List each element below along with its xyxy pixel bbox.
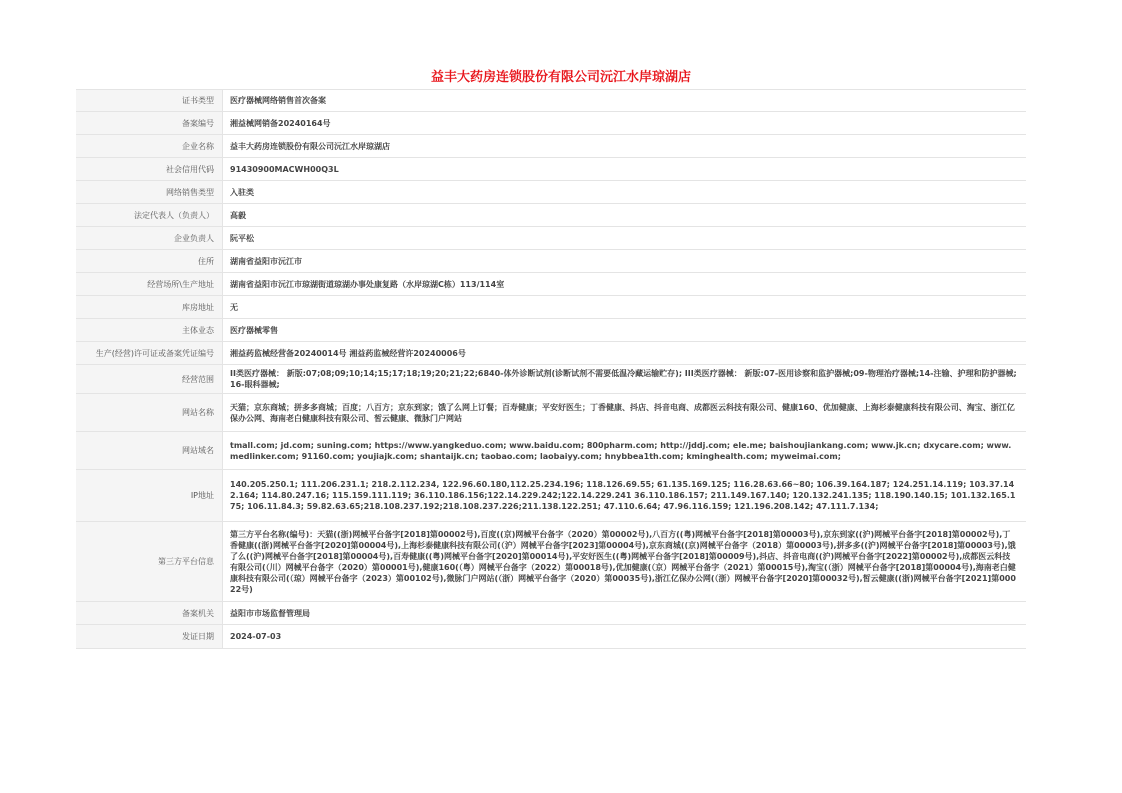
row-value: 益阳市市场监督管理局 xyxy=(223,602,1027,625)
row-value: 医疗器械零售 xyxy=(223,319,1027,342)
table-row xyxy=(76,227,1026,250)
table-row xyxy=(76,319,1026,342)
table-row xyxy=(76,602,1026,625)
table-row xyxy=(76,342,1026,365)
page-title: 益丰大药房连锁股份有限公司沅江水岸琼湖店 xyxy=(430,70,691,85)
row-label: 住所 xyxy=(76,250,223,273)
table-row xyxy=(76,470,1026,522)
row-label: 网站名称 xyxy=(76,394,223,432)
row-label: 第三方平台信息 xyxy=(76,522,223,602)
row-value: 阮平松 xyxy=(223,227,1027,250)
row-value: 湖南省益阳市沅江市 xyxy=(223,250,1027,273)
row-label: 企业名称 xyxy=(76,135,223,158)
row-label: 主体业态 xyxy=(76,319,223,342)
row-label: 生产(经营)许可证或备案凭证编号 xyxy=(76,342,223,365)
table-row xyxy=(76,625,1026,649)
table-row xyxy=(76,135,1026,158)
row-label: 发证日期 xyxy=(76,625,223,649)
table-row xyxy=(76,181,1026,204)
row-value: tmall.com; jd.com; suning.com; https://www.yangkeduo.com; www.baidu.com; 800pharm.com; http://jddj.com; ele.me; baishoujiankang.com; www.jk.cn; dxycare.com; www.medlinker.com; 91160.com; youjiajk.com; shantaijk.cn; taobao.com; laobaiyy.com; hnybbea1th.com; kminghealth.com; myweimai.com; xyxy=(223,432,1027,470)
table-row xyxy=(76,112,1026,135)
row-label: 备案编号 xyxy=(76,112,223,135)
table-row xyxy=(76,273,1026,296)
row-label: 经营范围 xyxy=(76,365,223,394)
table-row xyxy=(76,90,1026,112)
row-value: 湘益械网销备20240164号 xyxy=(223,112,1027,135)
row-value: 天猫；京东商城；拼多多商城；百度；八百方；京东到家；饿了么网上订餐；百寿健康；平安好医生；丁香健康、抖店、抖音电商、成都医云科技有限公司、健康160、优加健康、上海杉泰健康科技有限公司、淘宝、浙江亿保办公网、海南老白健康科技有限公司、皙云健康、微脉门户网站 xyxy=(223,394,1027,432)
table-row xyxy=(76,522,1026,602)
row-value: 医疗器械网络销售首次备案 xyxy=(223,90,1027,112)
row-label: 企业负责人 xyxy=(76,227,223,250)
row-value: 湖南省益阳市沅江市琼湖街道琼湖办事处康复路（水岸琼湖C栋）113/114室 xyxy=(223,273,1027,296)
table-row xyxy=(76,365,1026,394)
table-row xyxy=(76,296,1026,319)
table-row xyxy=(76,250,1026,273)
row-value: 益丰大药房连锁股份有限公司沅江水岸琼湖店 xyxy=(223,135,1027,158)
row-value: 湘益药监械经营备20240014号 湘益药监械经营许20240006号 xyxy=(223,342,1027,365)
row-label: 网站域名 xyxy=(76,432,223,470)
row-label: 网络销售类型 xyxy=(76,181,223,204)
row-label: 经营场所\生产地址 xyxy=(76,273,223,296)
row-label: 社会信用代码 xyxy=(76,158,223,181)
table-row xyxy=(76,394,1026,432)
row-value: 91430900MACWH00Q3L xyxy=(223,158,1027,181)
row-value: 2024-07-03 xyxy=(223,625,1027,649)
certificate-info-table xyxy=(76,89,1026,649)
row-value: 高毅 xyxy=(223,204,1027,227)
row-label: 备案机关 xyxy=(76,602,223,625)
row-label: 法定代表人（负责人） xyxy=(76,204,223,227)
row-label: 证书类型 xyxy=(76,90,223,112)
table-row xyxy=(76,204,1026,227)
row-value: II类医疗器械： 新版:07;08;09;10;14;15;17;18;19;20;21;22;6840-体外诊断试剂(诊断试剂不需要低温冷藏运输贮存); III类医疗器械： 新版:07-医用诊察和监护器械;09-物理治疗器械;14-注输、护理和防护器械;16-眼科器械; xyxy=(223,365,1027,394)
table-row xyxy=(76,432,1026,470)
table-row xyxy=(76,158,1026,181)
row-value: 无 xyxy=(223,296,1027,319)
row-label: 库房地址 xyxy=(76,296,223,319)
row-label: IP地址 xyxy=(76,470,223,522)
row-value: 第三方平台名称(编号)：天猫((浙)网械平台备字[2018]第00002号),百度((京)网械平台备字（2020）第00002号),八百方((粤)网械平台备字[2018]第00003号),京东到家((沪)网械平台备字[2018]第00002号),丁香健康((浙)网械平台备字[2020]第00004号),上海杉泰健康科技有限公司(（沪）网械平台备字[2023]第00004号),京东商城((京)网械平台备字（2018）第00003号),拼多多((沪)网械平台备字[2018]第00003号),饿了么((沪)网械平台备字[2018]第00004号),百寿健康((粤)网械平台备字[2020]第00014号),平安好医生((粤)网械平台备字[2018]第00009号),抖店、抖音电商((沪)网械平台备字[2022]第00002号),成都医云科技有限公司(（川）网械平台备字（2020）第00001号),健康160(（粤）网械平台备字（2022）第00018号),优加健康(（京）网械平台备字（2021）第00015号),淘宝(（浙）网械平台备字[2018]第00004号),海南老白健康科技有限公司(（琼）网械平台备字（2023）第00102号),微脉门户网站(（浙）网械平台备字（2020）第00035号),浙江亿保办公网(（浙）网械平台备字[2020]第00032号),皙云健康((浙)网械平台备字[2021]第00022号) xyxy=(223,522,1027,602)
row-value: 140.205.250.1; 111.206.231.1; 218.2.112.234, 122.96.60.180,112.25.234.196; 118.126.69.55; 61.135.169.125; 116.28.63.66~80; 106.39.164.187; 124.251.14.119; 103.37.142.164; 114.80.247.16; 115.159.111.119; 36.110.186.156;122.14.229.242;122.14.229.241 36.110.186.157; 211.149.167.140; 120.132.241.135; 118.190.140.15; 101.132.165.175; 106.11.84.3; 59.82.63.65;218.108.237.192;218.108.237.226;211.138.122.251; 47.110.6.64; 47.96.116.159; 121.196.208.142; 47.111.7.134; xyxy=(223,470,1027,522)
row-value: 入驻类 xyxy=(223,181,1027,204)
